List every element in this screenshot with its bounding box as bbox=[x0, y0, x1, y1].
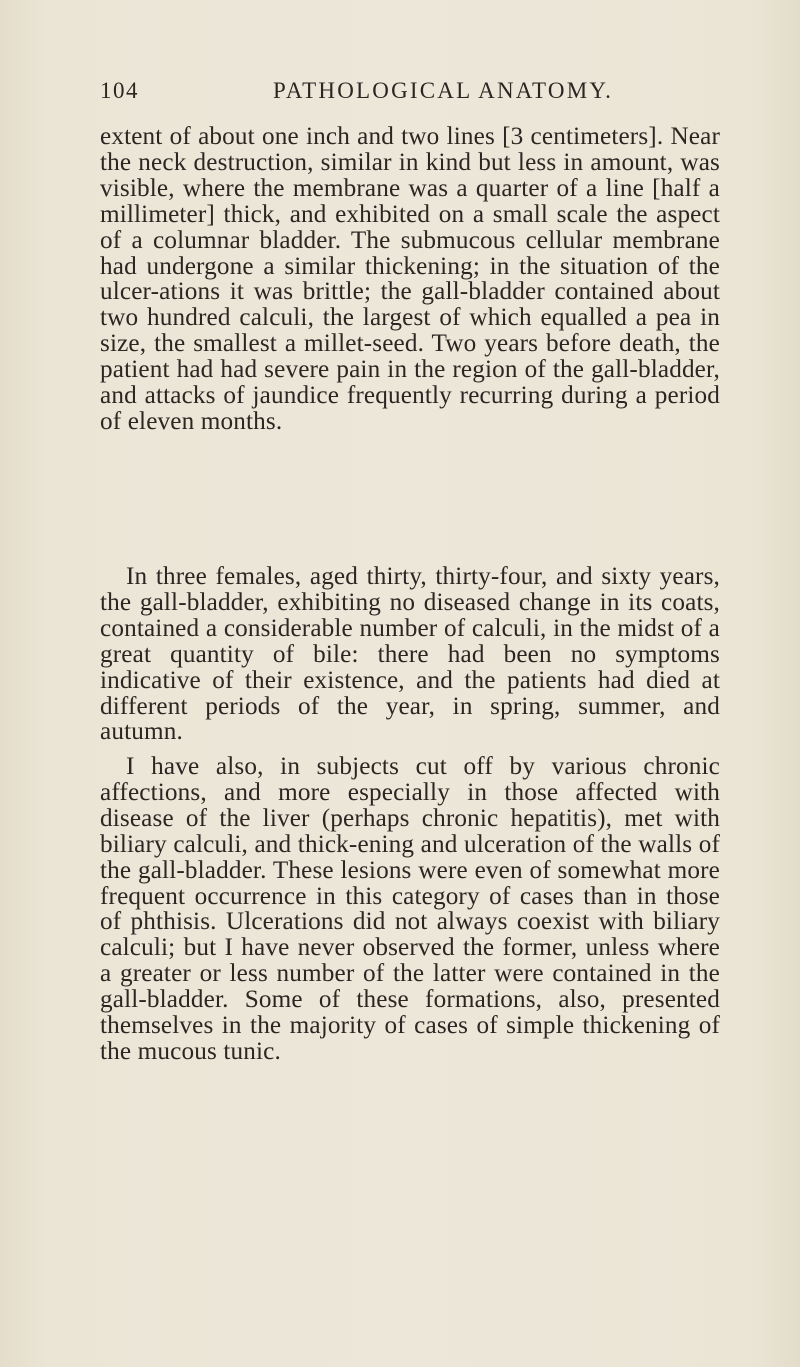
paragraph-3 bbox=[100, 754, 720, 1065]
paragraph-1-text: extent of about one inch and two lines [3 centimeters]. Near the neck destruction, similar in kind but less in amount, was visible, where the membrane was a quarter of a line [half a millimeter] thick, and exhibited on a small scale the aspect of a columnar bladder. The submucous cellular membrane had undergone a similar thickening; in the situation of the ulcer-ations it was brittle; the gall-bladder contained about two hundred calculi, the largest of which equalled a pea in size, the smallest a millet-seed. Two years before death, the patient had had severe pain in the region of the gall-bladder, and attacks of jaundice frequently recurring during a period of eleven months. bbox=[100, 123, 720, 435]
paragraph-2-container bbox=[100, 564, 720, 745]
paragraph-1 bbox=[100, 124, 720, 435]
running-title: PATHOLOGICAL ANATOMY. bbox=[273, 78, 614, 103]
page-number: 104 bbox=[100, 78, 139, 103]
paragraph-2 bbox=[100, 564, 720, 745]
paragraph-3-text: I have also, in subjects cut off by various chronic affections, and more especially in those affected with disease of the liver (perhaps chronic hepatitis), met with biliary calculi, and thick-ening and ulceration of the walls of the gall-bladder. These lesions were even of somewhat more frequent occurrence in this category of cases than in those of phthisis. Ulcerations did not always coexist with biliary calculi; but I have never observed the former, unless where a greater or less number of the latter were contained in the gall-bladder. Some of these formations, also, presented themselves in the majority of cases of simple thickening of the mucous tunic. bbox=[100, 753, 720, 1065]
paragraph-3-container bbox=[100, 754, 720, 1065]
page-header bbox=[100, 78, 720, 108]
paragraph-2-text: In three females, aged thirty, thirty-four, and sixty years, the gall-bladder, exhibiting no diseased change in its coats, contained a considerable number of calculi, in the midst of a great quantity of bile: there had been no symptoms indicative of their existence, and the patients had died at different periods of the year, in spring, summer, and autumn. bbox=[100, 563, 720, 746]
